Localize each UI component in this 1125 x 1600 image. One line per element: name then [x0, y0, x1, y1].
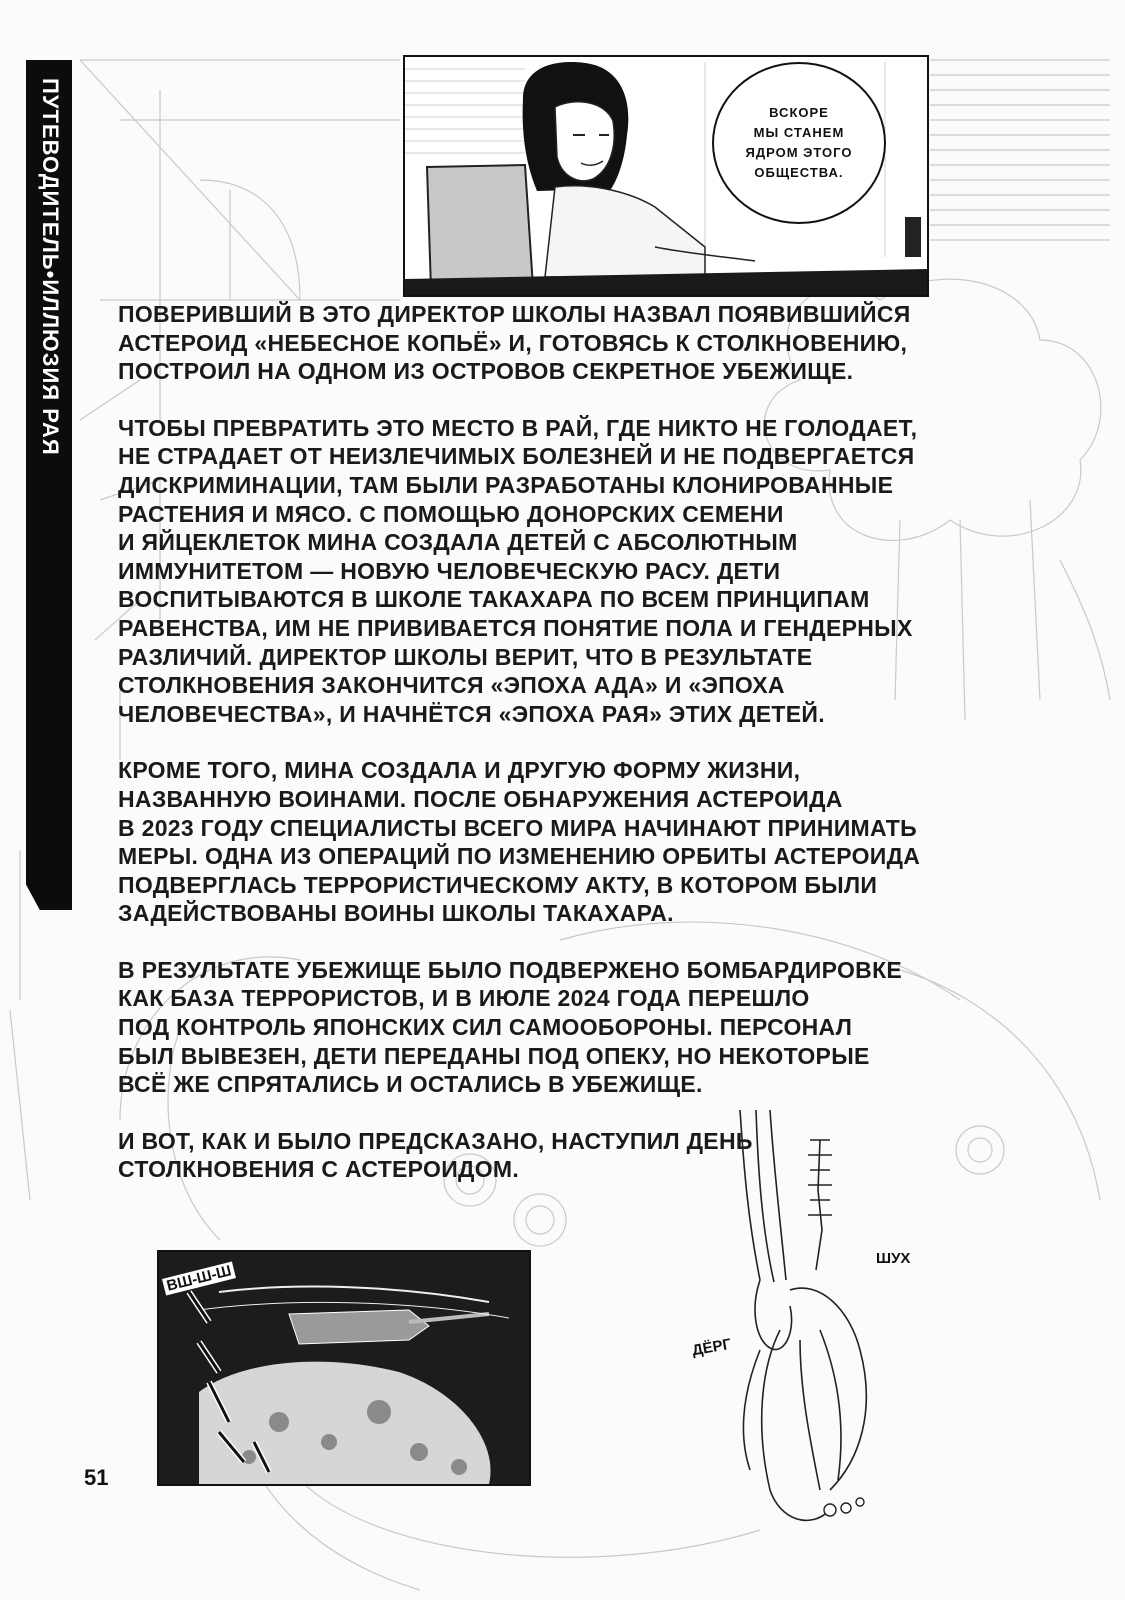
text-line: ВСЁ ЖЕ СПРЯТАЛИСЬ И ОСТАЛИСЬ В УБЕЖИЩЕ.: [118, 1071, 703, 1098]
text-line: ЧТОБЫ ПРЕВРАТИТЬ ЭТО МЕСТО В РАЙ, ГДЕ НИКТО НЕ ГОЛОДАЕТ,: [118, 414, 918, 441]
text-line: БЫЛ ВЫВЕЗЕН, ДЕТИ ПЕРЕДАНЫ ПОД ОПЕКУ, НО НЕКОТОРЫЕ: [118, 1042, 870, 1069]
text-line: СТОЛКНОВЕНИЯ С АСТЕРОИДОМ.: [118, 1156, 520, 1183]
paragraph-2: [118, 414, 948, 729]
text-line: РАЗЛИЧИЙ. ДИРЕКТОР ШКОЛЫ ВЕРИТ, ЧТО В РЕЗУЛЬТАТЕ: [118, 643, 813, 670]
page-number: 51: [84, 1465, 109, 1490]
hanging-creature-illustration: [670, 1110, 920, 1530]
section-title: ПУТЕВОДИТЕЛЬ•ИЛЛЮЗИЯ РАЯ: [38, 78, 63, 456]
text-line: ЗАДЕЙСТВОВАНЫ ВОИНЫ ШКОЛЫ ТАКАХАРА.: [118, 900, 674, 927]
text-line: РАСТЕНИЯ И МЯСО. С ПОМОЩЬЮ ДОНОРСКИХ СЕМЕНИ: [118, 500, 784, 527]
paragraph-1: [118, 300, 948, 386]
sfx-twitch: ДЁРГ: [690, 1335, 733, 1360]
sfx-rustle: ШУХ: [876, 1250, 911, 1267]
text-line: ПОД КОНТРОЛЬ ЯПОНСКИХ СИЛ САМООБОРОНЫ. ПЕРСОНАЛ: [118, 1014, 853, 1041]
text-line: ПОВЕРИВШИЙ В ЭТО ДИРЕКТОР ШКОЛЫ НАЗВАЛ ПОЯВИВШИЙСЯ: [118, 301, 911, 327]
article-body: [118, 300, 948, 1184]
text-line: ПОДВЕРГЛАСЬ ТЕРРОРИСТИЧЕСКОМУ АКТУ, В КОТОРОМ БЫЛИ: [118, 871, 878, 898]
text-line: И ЯЙЦЕКЛЕТОК МИНА СОЗДАЛА ДЕТЕЙ С АБСОЛЮТНЫМ: [118, 529, 798, 556]
speech-line: ЯДРОМ ЭТОГО: [745, 145, 853, 160]
text-line: НЕ СТРАДАЕТ ОТ НЕИЗЛЕЧИМЫХ БОЛЕЗНЕЙ И НЕ ПОДВЕРГАЕТСЯ: [118, 443, 915, 470]
text-line: НАЗВАННУЮ ВОИНАМИ. ПОСЛЕ ОБНАРУЖЕНИЯ АСТЕРОИДА: [118, 785, 843, 812]
speech-line: МЫ СТАНЕМ: [753, 125, 845, 140]
text-line: МЕРЫ. ОДНА ИЗ ОПЕРАЦИЙ ПО ИЗМЕНЕНИЮ ОРБИТЫ АСТЕРОИДА: [118, 843, 921, 870]
paragraph-4: [118, 956, 948, 1099]
speech-line: ВСКОРЕ: [769, 105, 829, 120]
speech-bubble: [712, 62, 886, 224]
text-line: КАК БАЗА ТЕРРОРИСТОВ, И В ИЮЛЕ 2024 ГОДА ПЕРЕШЛО: [118, 985, 810, 1012]
text-line: СТОЛКНОВЕНИЯ ЗАКОНЧИТСЯ «ЭПОХА АДА» И «ЭПОХА: [118, 672, 785, 699]
text-line: РАВЕНСТВА, ИМ НЕ ПРИВИВАЕТСЯ ПОНЯТИЕ ПОЛА И ГЕНДЕРНЫХ: [118, 614, 913, 641]
speech-line: ОБЩЕСТВА.: [754, 165, 844, 180]
text-line: В 2023 ГОДУ СПЕЦИАЛИСТЫ ВСЕГО МИРА НАЧИНАЮТ ПРИНИМАТЬ: [118, 814, 917, 841]
text-line: ПОСТРОИЛ НА ОДНОМ ИЗ ОСТРОВОВ СЕКРЕТНОЕ УБЕЖИЩЕ.: [118, 358, 854, 385]
text-line: ДИСКРИМИНАЦИИ, ТАМ БЫЛИ РАЗРАБОТАНЫ КЛОНИРОВАННЫЕ: [118, 471, 894, 498]
text-line: КРОМЕ ТОГО, МИНА СОЗДАЛА И ДРУГУЮ ФОРМУ ЖИЗНИ,: [118, 757, 801, 784]
text-line: ВОСПИТЫВАЮТСЯ В ШКОЛЕ ТАКАХАРА ПО ВСЕМ ПРИНЦИПАМ: [118, 586, 870, 613]
text-line: И ВОТ, КАК И БЫЛО ПРЕДСКАЗАНО, НАСТУПИЛ ДЕНЬ: [118, 1127, 753, 1154]
helicopter-ruins-illustration: [159, 1252, 529, 1484]
helicopter-panel: [157, 1250, 531, 1486]
text-line: В РЕЗУЛЬТАТЕ УБЕЖИЩЕ БЫЛО ПОДВЕРЖЕНО БОМБАРДИРОВКЕ: [118, 956, 903, 983]
paragraph-3: [118, 756, 948, 928]
text-line: ЧЕЛОВЕЧЕСТВА», И НАЧНЁТСЯ «ЭПОХА РАЯ» ЭТИХ ДЕТЕЙ.: [118, 700, 825, 727]
sfx-helicopter: ВШ-Ш-Ш: [162, 1262, 236, 1296]
text-line: ИММУНИТЕТОМ — НОВУЮ ЧЕЛОВЕЧЕСКУЮ РАСУ. ДЕТИ: [118, 557, 781, 584]
text-line: АСТЕРОИД «НЕБЕСНОЕ КОПЬЁ» И, ГОТОВЯСЬ К СТОЛКНОВЕНИЮ,: [118, 329, 908, 356]
